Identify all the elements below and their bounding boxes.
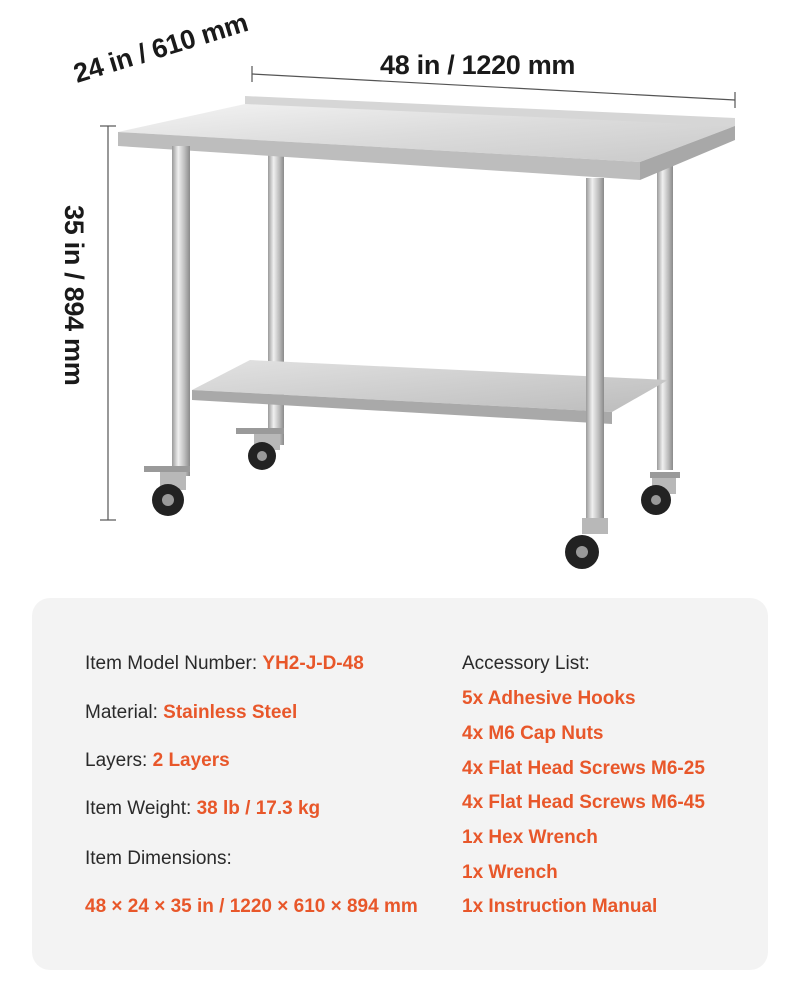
material-value: Stainless Steel	[163, 702, 298, 723]
accessory-item: 1x Instruction Manual	[462, 896, 658, 917]
weight-label: Item Weight:	[85, 798, 192, 819]
weight-row	[85, 798, 320, 820]
dimensions-value: 48 × 24 × 35 in / 1220 × 610 × 894 mm	[85, 896, 418, 917]
accessory-item: 5x Adhesive Hooks	[462, 688, 636, 709]
accessory-list-title: Accessory List:	[462, 653, 590, 674]
height-dimension-label: 35 in / 894 mm	[59, 205, 89, 386]
layers-row	[85, 750, 230, 772]
back-right-leg	[657, 165, 673, 470]
layers-label: Layers:	[85, 750, 148, 771]
accessory-item: 4x Flat Head Screws M6-25	[462, 758, 705, 779]
dimensions-label: Item Dimensions:	[85, 848, 232, 869]
accessory-item: 4x Flat Head Screws M6-45	[462, 792, 705, 813]
material-row	[85, 702, 297, 724]
model-number-label: Item Model Number:	[85, 653, 258, 674]
front-right-leg	[586, 178, 604, 518]
accessory-item: 4x M6 Cap Nuts	[462, 723, 604, 744]
width-dimension-label: 48 in / 1220 mm	[380, 50, 576, 80]
accessory-item: 1x Hex Wrench	[462, 827, 598, 848]
tabletop	[118, 96, 735, 180]
spec-card	[32, 598, 768, 970]
depth-dimension-label: 24 in / 610 mm	[70, 7, 252, 89]
layers-value: 2 Layers	[152, 750, 230, 771]
front-left-leg	[172, 146, 190, 476]
material-label: Material:	[85, 702, 158, 723]
accessory-item: 1x Wrench	[462, 862, 558, 883]
model-number-row	[85, 653, 364, 675]
model-number-value: YH2-J-D-48	[262, 653, 364, 674]
weight-value: 38 lb / 17.3 kg	[196, 798, 321, 819]
